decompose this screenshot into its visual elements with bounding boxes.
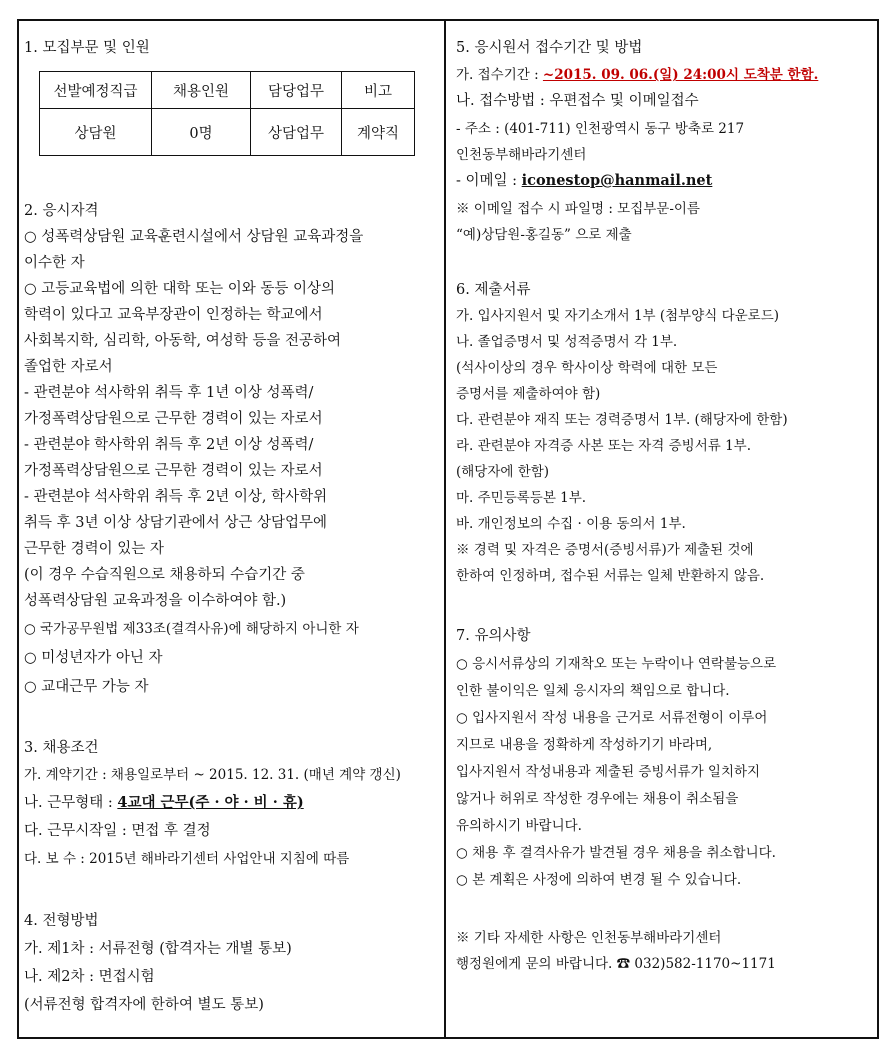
notice-line: ○ 본 계획은 사정에 의하여 변경 될 수 있습니다. xyxy=(456,872,742,888)
application-period xyxy=(456,66,818,84)
notice-line: 유의하시기 바랍니다. xyxy=(456,818,582,834)
filename-note: “예)상담원-홍길동” 으로 제출 xyxy=(456,227,632,243)
email-label: - 이메일 : xyxy=(456,173,522,189)
table-header: 채용인원 xyxy=(152,72,251,109)
notice-line: ○ 입사지원서 작성 내용을 근거로 서류전형이 이루어 xyxy=(456,710,768,726)
qualification-line: 가정폭력상담원으로 근무한 경력이 있는 자로서 xyxy=(24,463,323,479)
table-header: 비고 xyxy=(342,72,415,109)
qualification-line: 사회복지학, 심리학, 아동학, 여성학 등을 전공하여 xyxy=(24,333,342,349)
application-method: 나. 접수방법 : 우편접수 및 이메일접수 xyxy=(456,93,699,109)
period-label: 가. 접수기간 : xyxy=(456,67,543,83)
document-line: 나. 졸업증명서 및 성적증명서 각 1부. xyxy=(456,334,678,350)
email-line xyxy=(456,172,712,190)
document-line: 바. 개인정보의 수집 · 이용 동의서 1부. xyxy=(456,516,686,532)
column-divider xyxy=(444,19,446,1039)
notice-line: ○ 응시서류상의 기재착오 또는 누락이나 연락불능으로 xyxy=(456,656,777,672)
qualification-line: ○ 교대근무 가능 자 xyxy=(24,679,149,695)
table-cell: 계약직 xyxy=(342,109,415,156)
section-6-title: 6. 제출서류 xyxy=(456,282,531,298)
qualification-line: 졸업한 자로서 xyxy=(24,359,113,375)
qualification-line: ○ 미성년자가 아닌 자 xyxy=(24,650,163,666)
qualification-line: - 관련분야 학사학위 취득 후 2년 이상 성폭력/ xyxy=(24,437,314,453)
email-value[interactable]: iconestop@hanmail.net xyxy=(521,172,713,189)
table-cell: 상담업무 xyxy=(251,109,342,156)
qualification-line: - 관련분야 석사학위 취득 후 2년 이상, 학사학위 xyxy=(24,489,328,505)
document-line: 다. 관련분야 재직 또는 경력증명서 1부. (해당자에 한함) xyxy=(456,412,788,428)
period-value: ~2015. 09. 06.(일) 24:00시 도착분 한함. xyxy=(542,67,819,83)
qualification-line: 학력이 있다고 교육부장관이 인정하는 학교에서 xyxy=(24,307,323,323)
selection-line: 나. 제2차 : 면접시험 xyxy=(24,969,155,985)
notice-line: ○ 채용 후 결격사유가 발견될 경우 채용을 취소합니다. xyxy=(456,845,776,861)
work-type-label: 나. 근무형태 : xyxy=(24,795,118,811)
qualification-line: - 관련분야 석사학위 취득 후 1년 이상 성폭력/ xyxy=(24,385,314,401)
notice-line: 인한 불이익은 일체 응시자의 책임으로 합니다. xyxy=(456,683,730,699)
qualification-line: 가정폭력상담원으로 근무한 경력이 있는 자로서 xyxy=(24,411,323,427)
notice-line: 지므로 내용을 정확하게 작성하기기 바라며, xyxy=(456,737,713,753)
recruitment-table xyxy=(39,71,415,156)
contact-note: ※ 기타 자세한 사항은 인천동부해바라기센터 xyxy=(456,930,722,946)
contact-note: 행정원에게 문의 바랍니다. ☎ 032)582-1170~1171 xyxy=(456,956,776,972)
section-4-title: 4. 전형방법 xyxy=(24,913,99,929)
selection-line: (서류전형 합격자에 한하여 별도 통보) xyxy=(24,997,264,1013)
qualification-line: 취득 후 3년 이상 상담기관에서 상근 상담업무에 xyxy=(24,515,328,531)
qualification-line: 성폭력상담원 교육과정을 이수하여야 함.) xyxy=(24,593,287,609)
document-line: 한하여 인정하며, 접수된 서류는 일체 반환하지 않음. xyxy=(456,568,765,584)
section-1-title: 1. 모집부문 및 인원 xyxy=(24,40,150,56)
table-header: 담당업무 xyxy=(251,72,342,109)
condition-line: 가. 계약기간 : 채용일로부터 ~ 2015. 12. 31. (매년 계약 갱신) xyxy=(24,767,401,783)
work-type-value: 4교대 근무(주 · 야 · 비 · 휴) xyxy=(117,794,304,811)
document-line: (석사이상의 경우 학사이상 학력에 대한 모든 xyxy=(456,360,718,376)
condition-line: 다. 보 수 : 2015년 해바라기센터 사업안내 지침에 따름 xyxy=(24,851,350,867)
table-header: 선발예정직급 xyxy=(40,72,152,109)
document-line: 가. 입사지원서 및 자기소개서 1부 (첨부양식 다운로드) xyxy=(456,308,780,324)
document-line: 증명서를 제출하여야 함) xyxy=(456,386,601,402)
document-line: 라. 관련분야 자격증 사본 또는 자격 증빙서류 1부. xyxy=(456,438,751,454)
notice-line: 입사지원서 작성내용과 제출된 증빙서류가 일치하지 xyxy=(456,764,761,780)
notice-line: 않거나 허위로 작성한 경우에는 채용이 취소됨을 xyxy=(456,791,739,807)
section-5-title: 5. 응시원서 접수기간 및 방법 xyxy=(456,40,643,56)
condition-line: 다. 근무시작일 : 면접 후 결정 xyxy=(24,823,211,839)
section-7-title: 7. 유의사항 xyxy=(456,628,531,644)
section-3-title: 3. 채용조건 xyxy=(24,740,99,756)
table-cell: 상담원 xyxy=(40,109,152,156)
document-line: 마. 주민등록등본 1부. xyxy=(456,490,587,506)
section-2-title: 2. 응시자격 xyxy=(24,203,99,219)
address-line: - 주소 : (401-711) 인천광역시 동구 방축로 217 xyxy=(456,121,745,137)
qualification-line: ○ 고등교육법에 의한 대학 또는 이와 동등 이상의 xyxy=(24,281,336,297)
qualification-line: ○ 국가공무원법 제33조(결격사유)에 해당하지 아니한 자 xyxy=(24,621,359,637)
document-line: (해당자에 한함) xyxy=(456,464,550,480)
qualification-line: 근무한 경력이 있는 자 xyxy=(24,541,164,557)
qualification-line: (이 경우 수습직원으로 채용하되 수습기간 중 xyxy=(24,567,305,583)
qualification-line: ○ 성폭력상담원 교육훈련시설에서 상담원 교육과정을 xyxy=(24,229,364,245)
table-cell: 0명 xyxy=(152,109,251,156)
address-line: 인천동부해바라기센터 xyxy=(456,147,587,163)
document-line: ※ 경력 및 자격은 증명서(증빙서류)가 제출된 것에 xyxy=(456,542,754,558)
qualification-line: 이수한 자 xyxy=(24,255,85,271)
selection-line: 가. 제1차 : 서류전형 (합격자는 개별 통보) xyxy=(24,941,292,957)
filename-note: ※ 이메일 접수 시 파일명 : 모집부문-이름 xyxy=(456,201,700,217)
condition-line xyxy=(24,794,304,812)
